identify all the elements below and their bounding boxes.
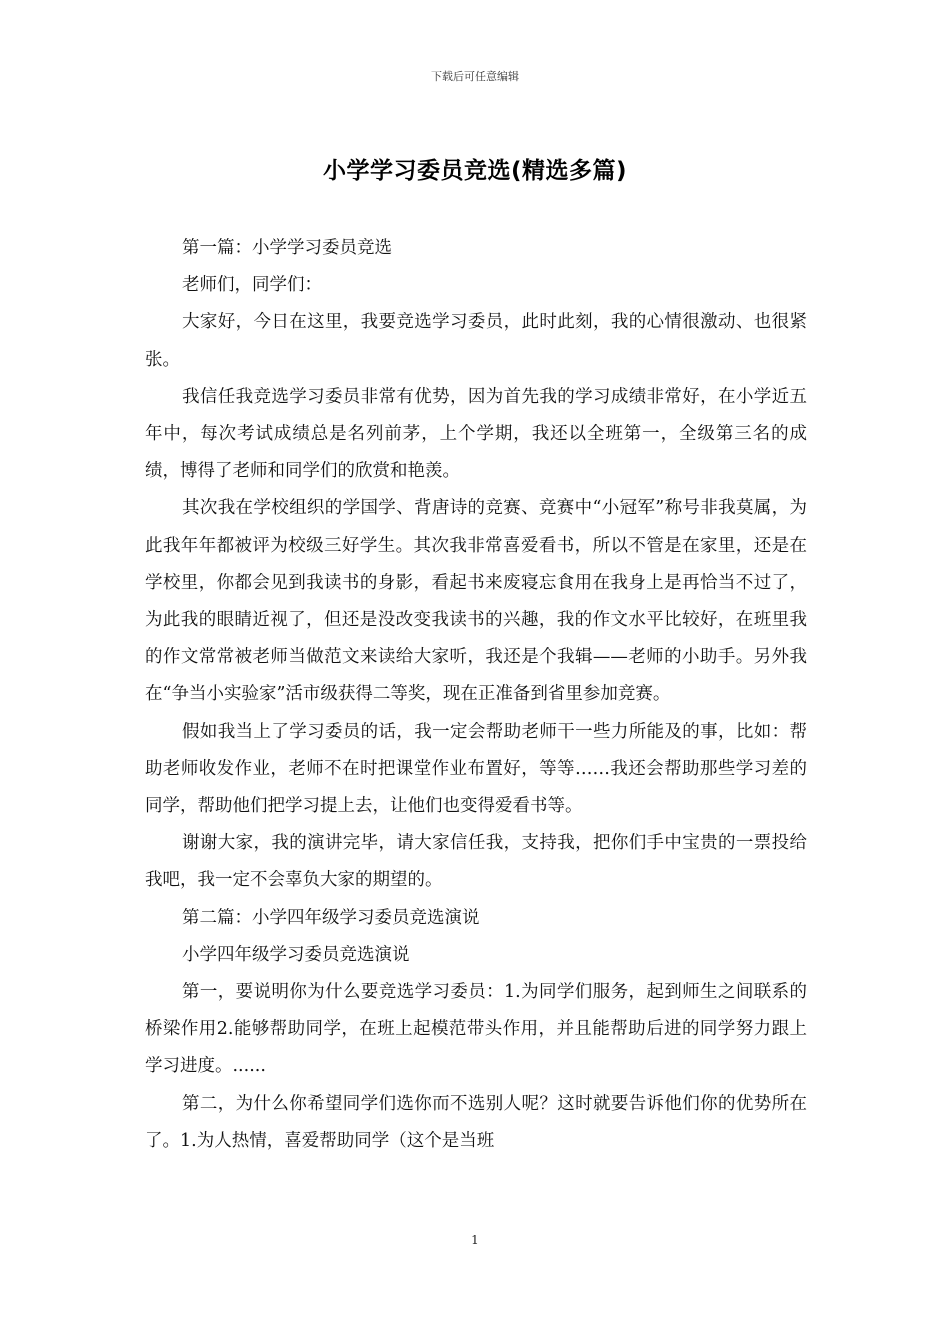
header-note: 下载后可任意编辑 bbox=[431, 70, 519, 83]
paragraph-greeting: 大家好，今日在这里，我要竞选学习委员，此时此刻，我的心情很激动、也很紧张。 bbox=[145, 312, 807, 370]
paragraph-part2-heading: 第二篇：小学四年级学习委员竞选演说 bbox=[182, 907, 480, 928]
paragraph-salutation: 老师们，同学们： bbox=[182, 275, 322, 296]
paragraph-closing: 谢谢大家，我的演讲完毕，请大家信任我，支持我，把你们手中宝贵的一票投给我吧，我一定不会辜负大家的期望的。 bbox=[145, 833, 807, 891]
paragraph-part2-subtitle: 小学四年级学习委员竞选演说 bbox=[182, 944, 410, 965]
document-body bbox=[145, 230, 807, 1160]
paragraph-achievements: 其次我在学校组织的学国学、背唐诗的竞赛、竞赛中“小冠军”称号非我莫属，为此我年年都被评为校级三好学生。其次我非常喜爱看书，所以不管是在家里，还是在学校里，你都会见到我读书的身影，看起书来废寝忘食用在我身上是再恰当不过了，为此我的眼睛近视了，但还是没改变我读书的兴趣，我的作文水平比较好，在班里我的作文常常被老师当做范文来读给大家听，我还是个我辑——老师的小助手。另外我在“争当小实验家”活市级获得二等奖，现在正准备到省里参加竞赛。 bbox=[145, 498, 807, 705]
paragraph-point-two: 第二，为什么你希望同学们选你而不选别人呢？这时就要告诉他们你的优势所在了。1.为人热情，喜爱帮助同学（这个是当班 bbox=[145, 1093, 807, 1151]
paragraph-point-one: 第一，要说明你为什么要竞选学习委员：1.为同学们服务，起到师生之间联系的桥梁作用2.能够帮助同学，在班上起模范带头作用，并且能帮助后进的同学努力跟上学习进度。...... bbox=[145, 982, 807, 1077]
page-number: 1 bbox=[471, 1233, 479, 1247]
document-title: 小学学习委员竞选(精选多篇) bbox=[322, 158, 628, 184]
paragraph-part1-heading: 第一篇：小学学习委员竞选 bbox=[182, 238, 392, 258]
paragraph-advantages: 我信任我竞选学习委员非常有优势，因为首先我的学习成绩非常好，在小学近五年中，每次考试成绩总是名列前茅，上个学期，我还以全班第一，全级第三名的成绩，博得了老师和同学们的欣赏和艳羡。 bbox=[145, 386, 807, 482]
paragraph-promises: 假如我当上了学习委员的话，我一定会帮助老师干一些力所能及的事，比如：帮助老师收发作业，老师不在时把课堂作业布置好，等等……我还会帮助那些学习差的同学，帮助他们把学习提上去，让他们也变得爱看书等。 bbox=[145, 721, 807, 817]
